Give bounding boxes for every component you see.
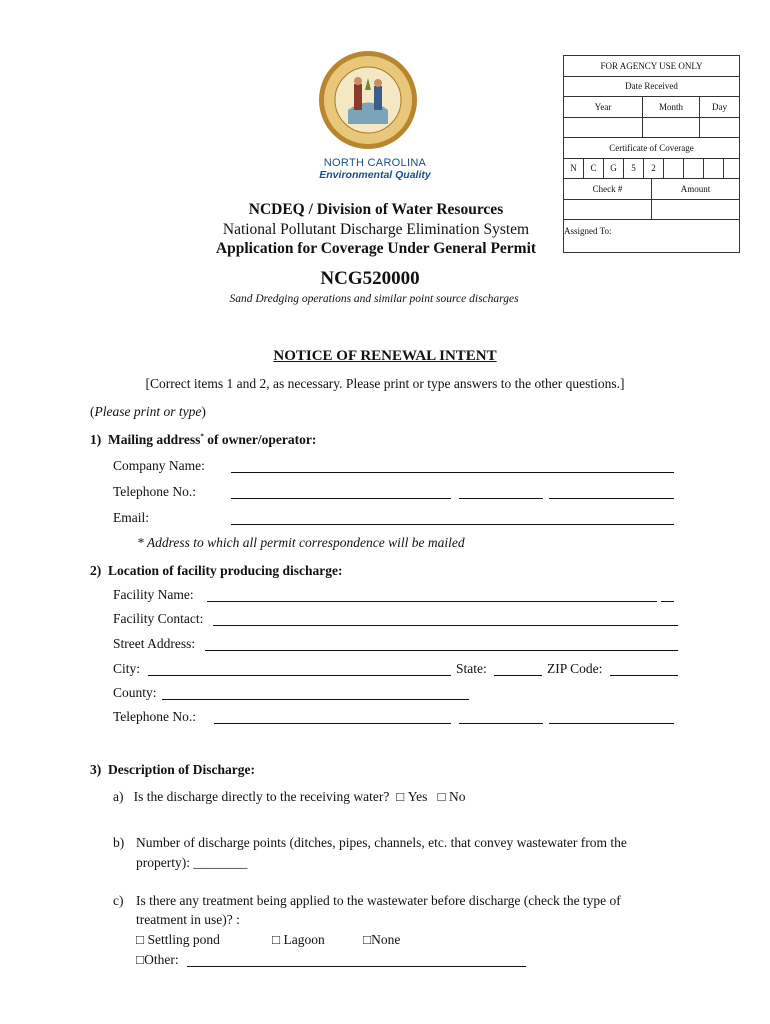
facility-telephone-label: Telephone No.:	[113, 709, 197, 724]
other-label: Other:	[144, 952, 179, 967]
date-received-row	[564, 77, 739, 98]
date-received-label: Date Received	[625, 81, 678, 92]
facility-telephone-input-3[interactable]	[549, 709, 674, 724]
none-checkbox[interactable]: □	[363, 932, 372, 947]
street-address-input[interactable]	[205, 636, 678, 651]
facility-contact-label: Facility Contact:	[113, 611, 204, 626]
city-input[interactable]	[148, 661, 451, 676]
section3-heading: 3) Description of Discharge:	[90, 762, 255, 777]
settling-pond-checkbox[interactable]: □	[136, 932, 145, 947]
email-label: Email:	[113, 510, 149, 525]
date-values-row	[564, 118, 739, 139]
yes-checkbox[interactable]: □	[396, 789, 405, 804]
question-a: a) Is the discharge directly to the receiving water? □ Yes □ No	[113, 789, 466, 804]
option-none[interactable]	[363, 932, 400, 948]
code-cell[interactable]	[663, 159, 683, 179]
agency-heading: NCDEQ / Division of Water Resources	[248, 201, 504, 218]
year-field[interactable]	[564, 118, 642, 138]
date-headers-row	[564, 97, 739, 118]
logo-line2: Environmental Quality	[319, 169, 431, 181]
instructions: [Correct items 1 and 2, as necessary. Please print or type answers to the other questions.]	[145, 376, 625, 391]
month-field[interactable]	[642, 118, 699, 138]
certificate-row	[564, 138, 739, 159]
question-c-line1: Is there any treatment being applied to the wastewater before discharge (check the type of	[136, 893, 621, 908]
permit-subtitle: Sand Dredging operations and similar point source discharges	[229, 293, 519, 305]
county-input[interactable]	[162, 685, 469, 700]
code-cell: 2	[643, 159, 663, 179]
yes-label: Yes	[407, 789, 428, 804]
question-b-line2[interactable]: property): ________	[136, 855, 248, 870]
section2-heading: 2) Location of facility producing discharge:	[90, 563, 343, 578]
year-label: Year	[594, 101, 612, 112]
state-input[interactable]	[494, 661, 542, 676]
zip-input[interactable]	[610, 661, 678, 676]
telephone-label: Telephone No.:	[113, 484, 197, 499]
address-footnote: * Address to which all permit correspondence will be mailed	[137, 535, 465, 550]
question-b-line1: Number of discharge points (ditches, pipes, channels, etc. that convey wastewater from the	[136, 835, 627, 850]
facility-telephone-input-2[interactable]	[459, 709, 543, 724]
state-seal-logo	[318, 50, 418, 150]
agency-title: FOR AGENCY USE ONLY	[600, 60, 703, 71]
facility-telephone-input[interactable]	[214, 709, 451, 724]
question-c-line2: treatment in use)? :	[136, 912, 240, 927]
code-cell[interactable]	[723, 159, 745, 179]
facility-contact-input[interactable]	[213, 611, 678, 626]
certificate-label: Certificate of Coverage	[609, 142, 694, 153]
code-cell[interactable]	[683, 159, 703, 179]
facility-name-input[interactable]	[207, 587, 657, 602]
section1-heading: 1) Mailing address* of owner/operator:	[90, 432, 317, 447]
company-name-input[interactable]	[231, 458, 674, 473]
state-label: State:	[456, 661, 487, 676]
lagoon-checkbox[interactable]: □	[272, 932, 281, 947]
certificate-code-row	[564, 159, 739, 180]
city-label: City:	[113, 661, 141, 676]
email-input[interactable]	[231, 510, 674, 525]
agency-title-row	[564, 56, 739, 77]
notice-title: NOTICE OF RENEWAL INTENT	[273, 348, 497, 364]
telephone-input[interactable]	[231, 484, 451, 499]
code-cell: C	[583, 159, 603, 179]
telephone-input-2[interactable]	[459, 484, 543, 499]
code-cell[interactable]	[703, 159, 723, 179]
county-label: County:	[113, 685, 157, 700]
none-label: None	[371, 932, 401, 947]
option-lagoon[interactable]	[272, 932, 325, 948]
question-c-label: c)	[113, 893, 124, 908]
company-name-label: Company Name:	[113, 458, 205, 473]
nc-deq-logo	[300, 157, 450, 181]
amount-label: Amount	[651, 179, 739, 199]
code-cell: G	[603, 159, 623, 179]
day-label: Day	[699, 97, 739, 117]
option-settling-pond[interactable]	[136, 932, 220, 948]
permit-number: NCG520000	[320, 268, 420, 289]
system-heading: National Pollutant Discharge Elimination System	[222, 221, 530, 238]
application-heading: Application for Coverage Under General Permit	[215, 240, 537, 257]
assigned-label: Assigned To:	[564, 226, 612, 236]
month-label: Month	[642, 97, 699, 117]
other-treatment-input[interactable]	[187, 952, 526, 967]
facility-name-label: Facility Name:	[113, 587, 194, 602]
check-label: Check #	[592, 183, 623, 194]
option-other[interactable]	[136, 952, 179, 968]
no-checkbox[interactable]: □	[437, 789, 446, 804]
logo-line1: NORTH CAROLINA	[323, 157, 427, 169]
check-amount-row	[564, 179, 739, 200]
code-cell: N	[570, 163, 577, 174]
settling-pond-label: Settling pond	[147, 932, 220, 947]
no-label: No	[449, 789, 466, 804]
code-cell: 5	[623, 159, 643, 179]
lagoon-label: Lagoon	[283, 932, 325, 947]
day-field[interactable]	[699, 118, 739, 138]
other-checkbox[interactable]: □	[136, 952, 145, 967]
street-address-label: Street Address:	[113, 636, 196, 651]
print-note: (Please print or type)	[90, 404, 206, 419]
question-b-label: b)	[113, 835, 125, 850]
telephone-input-3[interactable]	[549, 484, 674, 499]
facility-name-input-2[interactable]	[661, 587, 674, 602]
zip-label: ZIP Code:	[547, 661, 603, 676]
